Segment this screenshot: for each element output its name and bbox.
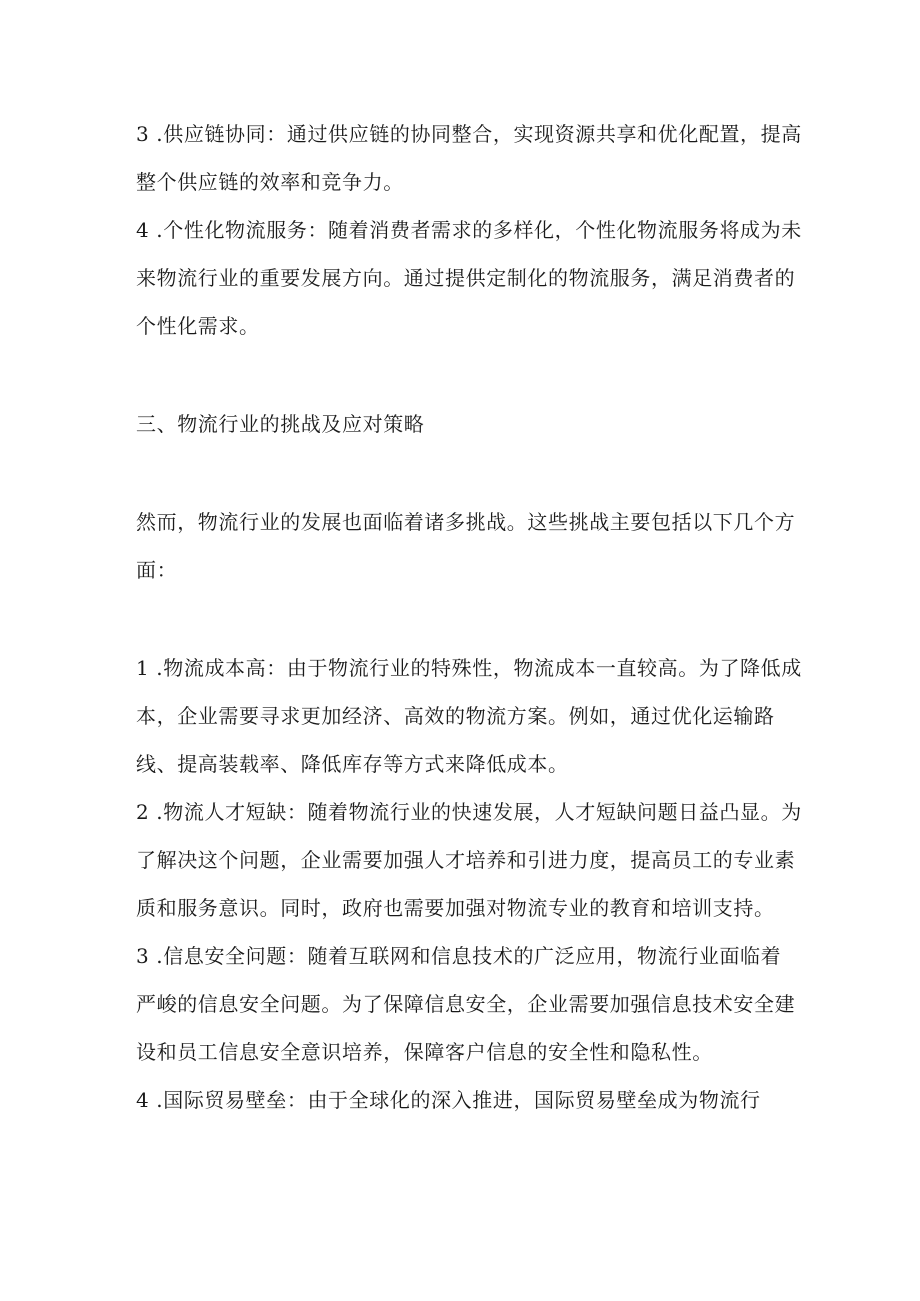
challenge-cost-line-2: 本，企业需要寻求更加经济、高效的物流方案。例如，通过优化运输路 bbox=[136, 704, 775, 728]
intro-line-1: 然而，物流行业的发展也面临着诸多挑战。这些挑战主要包括以下几个方 bbox=[136, 510, 796, 534]
challenge-talent-line-2: 了解决这个问题，企业需要加强人才培养和引进力度，提高员工的专业素 bbox=[136, 848, 796, 872]
item-personalized-line-1: 4 .个性化物流服务：随着消费者需求的多样化，个性化物流服务将成为未 bbox=[136, 218, 802, 242]
challenge-trade-line-1: 4 .国际贸易壁垒：由于全球化的深入推进，国际贸易壁垒成为物流行 bbox=[136, 1088, 761, 1112]
challenge-security-line-3: 设和员工信息安全意识培养，保障客户信息的安全性和隐私性。 bbox=[136, 1040, 713, 1064]
item-supply-chain-line-1: 3 .供应链协同：通过供应链的协同整合，实现资源共享和优化配置，提高 bbox=[136, 122, 802, 146]
item-supply-chain-line-2: 整个供应链的效率和竞争力。 bbox=[136, 170, 404, 194]
item-personalized-line-3: 个性化需求。 bbox=[136, 314, 260, 338]
challenge-security-line-1: 3 .信息安全问题：随着互联网和信息技术的广泛应用，物流行业面临着 bbox=[136, 944, 782, 968]
challenge-security-line-2: 严峻的信息安全问题。为了保障信息安全，企业需要加强信息技术安全建 bbox=[136, 992, 796, 1016]
challenge-cost-line-3: 线、提高装载率、降低库存等方式来降低成本。 bbox=[136, 752, 569, 776]
challenge-cost-line-1: 1 .物流成本高：由于物流行业的特殊性，物流成本一直较高。为了降低成 bbox=[136, 656, 802, 680]
challenge-talent-line-1: 2 .物流人才短缺：随着物流行业的快速发展，人才短缺问题日益凸显。为 bbox=[136, 800, 802, 824]
item-personalized-line-2: 来物流行业的重要发展方向。通过提供定制化的物流服务，满足消费者的 bbox=[136, 266, 796, 290]
intro-line-2: 面： bbox=[136, 558, 178, 582]
challenge-talent-line-3: 质和服务意识。同时，政府也需要加强对物流专业的教育和培训支持。 bbox=[136, 896, 775, 920]
section-heading: 三、物流行业的挑战及应对策略 bbox=[136, 412, 425, 436]
